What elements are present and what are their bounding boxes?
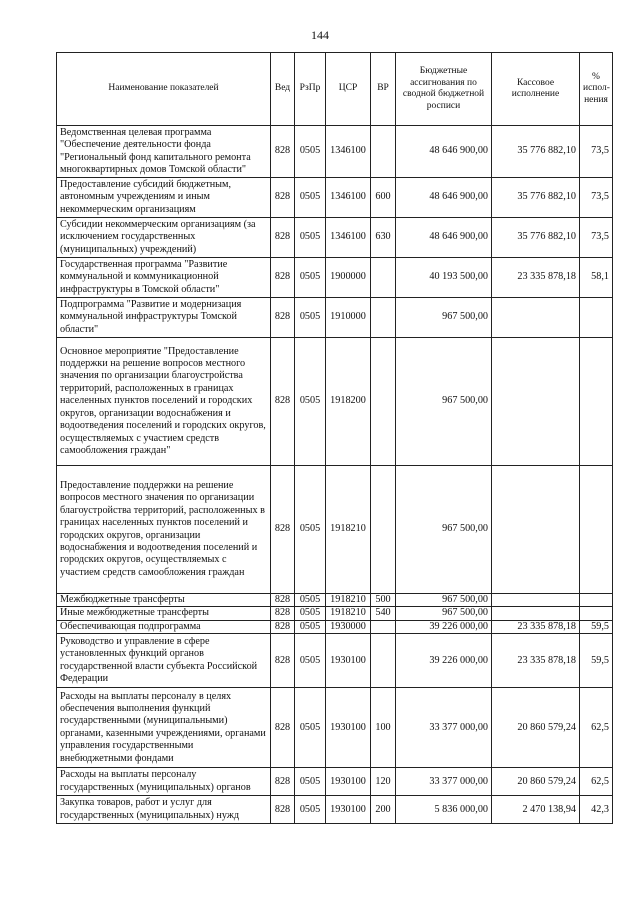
cell-cash: [492, 298, 580, 338]
cell-name: Расходы на выплаты персоналу государственных (муниципальных) органов: [57, 768, 271, 796]
cell-vr: [371, 338, 396, 466]
cell-pct: 73,5: [580, 218, 613, 258]
table-row: [57, 796, 613, 824]
cell-cash: [492, 466, 580, 594]
cell-rzpr: 0505: [295, 620, 326, 633]
cell-name: Предоставление поддержки на решение вопросов местного значения по организации благоустройства территорий, расположенных в границах населенных пунктов поселений и городских округов, организации водоснабжения и водоотведения поселений и городских округов, осуществляемых с участием средств самообложения граждан: [57, 466, 271, 594]
cell-ved: 828: [271, 298, 295, 338]
cell-cash: [492, 594, 580, 607]
cell-budget: 967 500,00: [396, 607, 492, 620]
cell-cash: 35 776 882,10: [492, 178, 580, 218]
cell-pct: 42,3: [580, 796, 613, 824]
header-pct: % испол-нения: [580, 53, 613, 126]
cell-name: Обеспечивающая подпрограмма: [57, 620, 271, 633]
cell-csr: 1910000: [326, 298, 371, 338]
cell-pct: 73,5: [580, 178, 613, 218]
cell-name: Межбюджетные трансферты: [57, 594, 271, 607]
cell-rzpr: 0505: [295, 796, 326, 824]
cell-rzpr: 0505: [295, 258, 326, 298]
cell-rzpr: 0505: [295, 688, 326, 768]
cell-csr: 1346100: [326, 178, 371, 218]
cell-pct: 58,1: [580, 258, 613, 298]
cell-name: Иные межбюджетные трансферты: [57, 607, 271, 620]
table-row: [57, 768, 613, 796]
table-row: [57, 688, 613, 768]
cell-budget: 5 836 000,00: [396, 796, 492, 824]
cell-csr: 1918210: [326, 466, 371, 594]
cell-vr: [371, 298, 396, 338]
cell-pct: [580, 298, 613, 338]
cell-pct: 59,5: [580, 620, 613, 633]
cell-vr: [371, 620, 396, 633]
cell-pct: [580, 594, 613, 607]
table-row: [57, 178, 613, 218]
cell-budget: 967 500,00: [396, 594, 492, 607]
header-rzpr: РзПр: [295, 53, 326, 126]
cell-csr: 1918200: [326, 338, 371, 466]
cell-name: Ведомственная целевая программа "Обеспечение деятельности фонда "Региональный фонд капитального ремонта многоквартирных домов Томской области": [57, 126, 271, 178]
cell-pct: 73,5: [580, 126, 613, 178]
table-row: [57, 634, 613, 688]
cell-pct: 62,5: [580, 768, 613, 796]
budget-execution-table: [56, 52, 613, 824]
table-row: [57, 607, 613, 620]
cell-csr: 1930100: [326, 768, 371, 796]
cell-budget: 48 646 900,00: [396, 218, 492, 258]
cell-ved: 828: [271, 258, 295, 298]
cell-ved: 828: [271, 620, 295, 633]
cell-name: Предоставление субсидий бюджетным, автономным учреждениям и иным некоммерческим организациям: [57, 178, 271, 218]
header-csr: ЦСР: [326, 53, 371, 126]
cell-vr: [371, 466, 396, 594]
cell-pct: [580, 607, 613, 620]
cell-name: Расходы на выплаты персоналу в целях обеспечения выполнения функций государственными (муниципальными) органами, казенными учреждениями, органами управления государственными внебюджетными фондами: [57, 688, 271, 768]
cell-ved: 828: [271, 796, 295, 824]
cell-vr: 540: [371, 607, 396, 620]
cell-pct: [580, 466, 613, 594]
cell-budget: 39 226 000,00: [396, 620, 492, 633]
cell-budget: 967 500,00: [396, 466, 492, 594]
header-cash: Кассовое исполнение: [492, 53, 580, 126]
cell-name: Закупка товаров, работ и услуг для государственных (муниципальных) нужд: [57, 796, 271, 824]
cell-rzpr: 0505: [295, 466, 326, 594]
cell-vr: 200: [371, 796, 396, 824]
cell-vr: [371, 126, 396, 178]
cell-budget: 48 646 900,00: [396, 178, 492, 218]
cell-ved: 828: [271, 178, 295, 218]
cell-cash: [492, 607, 580, 620]
header-budget: Бюджетные ассигнования по сводной бюджетной росписи: [396, 53, 492, 126]
cell-cash: [492, 338, 580, 466]
cell-cash: 23 335 878,18: [492, 258, 580, 298]
cell-ved: 828: [271, 218, 295, 258]
cell-rzpr: 0505: [295, 218, 326, 258]
cell-cash: 20 860 579,24: [492, 768, 580, 796]
cell-cash: 35 776 882,10: [492, 126, 580, 178]
cell-rzpr: 0505: [295, 298, 326, 338]
cell-rzpr: 0505: [295, 768, 326, 796]
cell-budget: 39 226 000,00: [396, 634, 492, 688]
cell-name: Субсидии некоммерческим организациям (за исключением государственных (муниципальных) учреждений): [57, 218, 271, 258]
cell-ved: 828: [271, 634, 295, 688]
cell-cash: 23 335 878,18: [492, 620, 580, 633]
cell-rzpr: 0505: [295, 338, 326, 466]
cell-csr: 1930100: [326, 688, 371, 768]
cell-ved: 828: [271, 126, 295, 178]
cell-cash: 35 776 882,10: [492, 218, 580, 258]
cell-rzpr: 0505: [295, 634, 326, 688]
cell-rzpr: 0505: [295, 126, 326, 178]
cell-budget: 48 646 900,00: [396, 126, 492, 178]
header-vr: ВР: [371, 53, 396, 126]
cell-pct: 59,5: [580, 634, 613, 688]
table-row: [57, 298, 613, 338]
cell-cash: 23 335 878,18: [492, 634, 580, 688]
cell-name: Подпрограмма "Развитие и модернизация коммунальной инфраструктуры Томской области": [57, 298, 271, 338]
cell-budget: 967 500,00: [396, 338, 492, 466]
cell-name: Руководство и управление в сфере установленных функций органов государственной власти субъекта Российской Федерации: [57, 634, 271, 688]
cell-vr: 630: [371, 218, 396, 258]
cell-ved: 828: [271, 768, 295, 796]
cell-csr: 1930100: [326, 634, 371, 688]
cell-csr: 1930000: [326, 620, 371, 633]
cell-name: Основное мероприятие "Предоставление поддержки на решение вопросов местного значения по организации благоустройства территорий, расположенных в границах населенных пунктов поселений и городских округов, организации водоснабжения и водоотведения поселений и городских округов, осуществляемых с участием средств самообложения граждан": [57, 338, 271, 466]
table-row: [57, 620, 613, 633]
cell-csr: 1346100: [326, 218, 371, 258]
cell-pct: [580, 338, 613, 466]
cell-budget: 967 500,00: [396, 298, 492, 338]
table-row: [57, 466, 613, 594]
cell-name: Государственная программа "Развитие коммунальной и коммуникационной инфраструктуры в Томской области": [57, 258, 271, 298]
cell-csr: 1918210: [326, 607, 371, 620]
table-header-row: [57, 53, 613, 126]
cell-pct: 62,5: [580, 688, 613, 768]
table-row: [57, 218, 613, 258]
cell-csr: 1900000: [326, 258, 371, 298]
page-number: 144: [311, 28, 329, 42]
cell-vr: [371, 634, 396, 688]
table-row: [57, 258, 613, 298]
cell-budget: 33 377 000,00: [396, 768, 492, 796]
cell-ved: 828: [271, 338, 295, 466]
cell-vr: 500: [371, 594, 396, 607]
cell-rzpr: 0505: [295, 178, 326, 218]
cell-vr: 600: [371, 178, 396, 218]
cell-ved: 828: [271, 466, 295, 594]
header-ved: Вед: [271, 53, 295, 126]
cell-budget: 33 377 000,00: [396, 688, 492, 768]
table-row: [57, 594, 613, 607]
cell-cash: 2 470 138,94: [492, 796, 580, 824]
cell-ved: 828: [271, 594, 295, 607]
cell-rzpr: 0505: [295, 607, 326, 620]
cell-csr: 1918210: [326, 594, 371, 607]
table-row: [57, 126, 613, 178]
cell-rzpr: 0505: [295, 594, 326, 607]
cell-csr: 1930100: [326, 796, 371, 824]
cell-vr: 120: [371, 768, 396, 796]
cell-ved: 828: [271, 688, 295, 768]
cell-budget: 40 193 500,00: [396, 258, 492, 298]
table-body: [57, 126, 613, 824]
cell-csr: 1346100: [326, 126, 371, 178]
cell-vr: 100: [371, 688, 396, 768]
header-name: Наименование показателей: [57, 53, 271, 126]
cell-cash: 20 860 579,24: [492, 688, 580, 768]
table-row: [57, 338, 613, 466]
cell-vr: [371, 258, 396, 298]
cell-ved: 828: [271, 607, 295, 620]
